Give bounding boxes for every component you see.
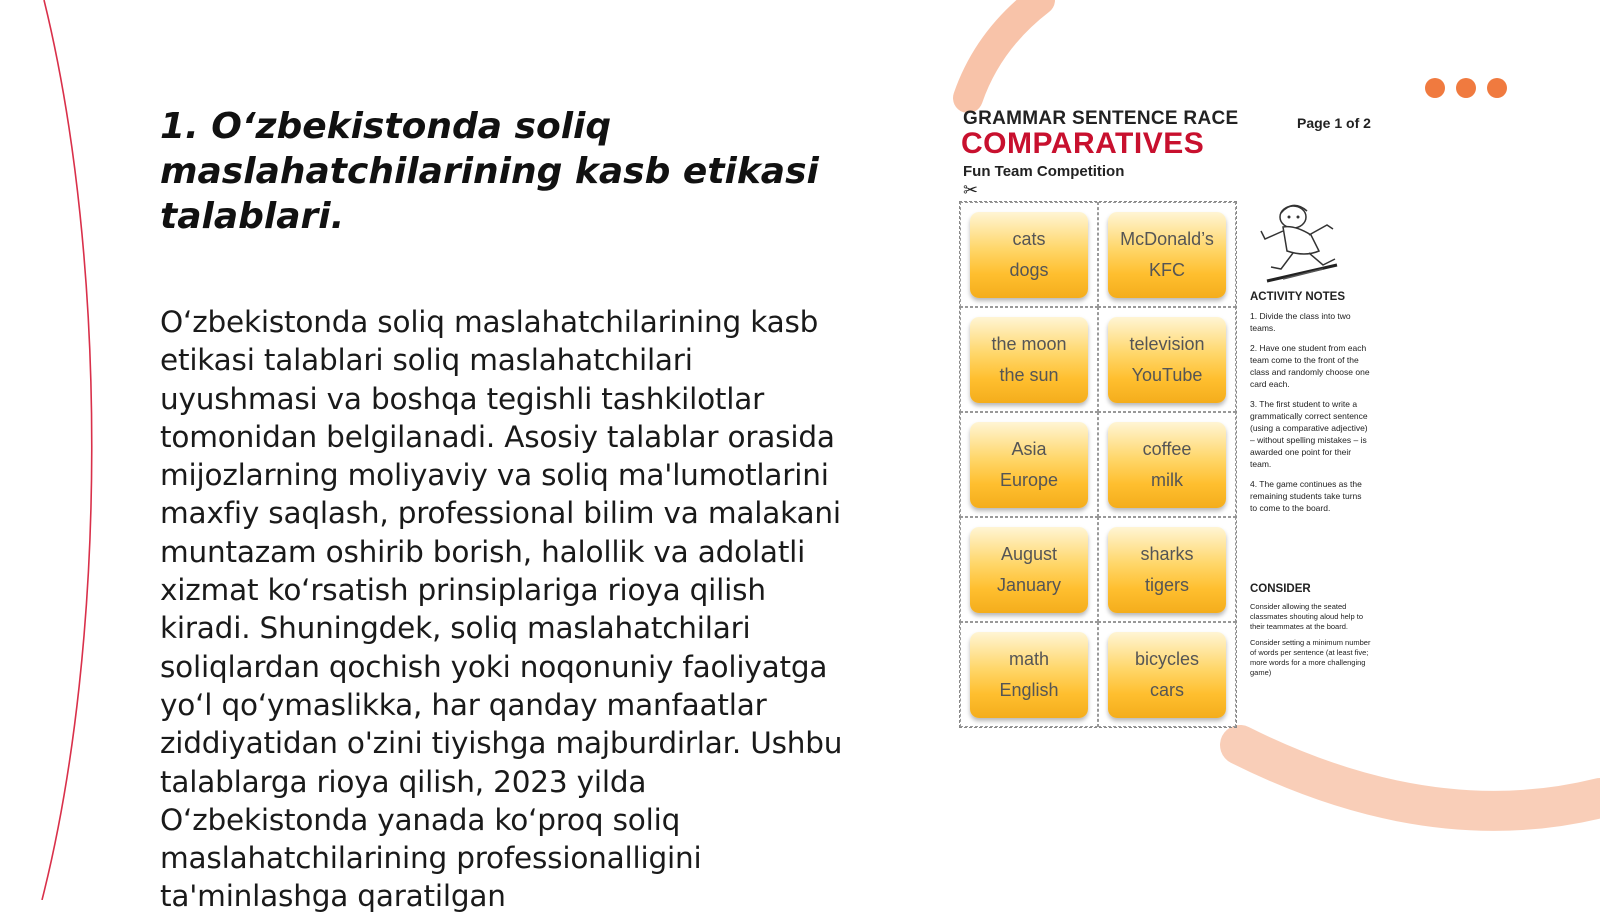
worksheet-image: [955, 105, 1385, 735]
card-word-top: math: [1008, 648, 1050, 669]
word-card: [970, 527, 1088, 613]
card-word-bottom: dogs: [1009, 259, 1049, 280]
card-cell: [960, 622, 1098, 727]
bottom-arc-decoration: [1240, 745, 1600, 811]
card-cell: [960, 307, 1098, 412]
note-item: 3. The first student to write a grammatically correct sentence (using a comparative adjective) – without spelling mistakes – is awarded one point for their team.: [1250, 399, 1368, 469]
consider-item: Consider allowing the seated classmates shouting aloud help to their teammates at the board.: [1250, 602, 1363, 631]
card-word-bottom: milk: [1151, 469, 1183, 490]
consider-section: [1250, 583, 1372, 684]
dot-1: [1425, 78, 1445, 98]
worksheet-title: COMPARATIVES: [961, 127, 1205, 160]
note-item: 1. Divide the class into two teams.: [1250, 311, 1351, 333]
card-word-top: sharks: [1140, 543, 1194, 564]
card-word-top: the moon: [991, 333, 1067, 354]
card-word-bottom: tigers: [1144, 574, 1189, 595]
slide-title: 1. O‘zbekistonda soliq maslahatchilarining kasb etikasi talablari.: [160, 106, 819, 237]
card-cell: [960, 517, 1098, 622]
word-card: [970, 212, 1088, 298]
card-word-top: coffee: [1142, 438, 1192, 459]
card-grid: [959, 201, 1237, 728]
worksheet-page-number: Page 1 of 2: [1297, 115, 1371, 131]
card-word-bottom: English: [999, 679, 1059, 700]
card-word-top: Asia: [1011, 438, 1047, 459]
word-card: [1108, 212, 1226, 298]
card-cell: [960, 412, 1098, 517]
card-cell: [1098, 517, 1236, 622]
card-word-bottom: January: [996, 574, 1062, 595]
card-cell: [960, 202, 1098, 307]
word-card: [1108, 422, 1226, 508]
card-word-bottom: the sun: [999, 364, 1059, 385]
dot-3: [1487, 78, 1507, 98]
worksheet-subtitle: Fun Team Competition: [963, 163, 1125, 180]
top-arc-decoration: [968, 0, 1040, 98]
word-card: [1108, 527, 1226, 613]
consider-item: Consider setting a minimum number of words per sentence (at least five; more words for a more challenging game): [1250, 638, 1371, 677]
dot-2: [1456, 78, 1476, 98]
left-border-curve: [42, 0, 92, 900]
word-card: [970, 422, 1088, 508]
decoration-dots: [1425, 78, 1507, 98]
note-item: 4. The game continues as the remaining students take turns to come to the board.: [1250, 479, 1362, 513]
card-word-bottom: cars: [1149, 679, 1184, 700]
card-word-top: cats: [1012, 228, 1046, 249]
card-cell: [1098, 412, 1236, 517]
card-cell: [1098, 307, 1236, 412]
worksheet-heading: GRAMMAR SENTENCE RACE: [963, 108, 1239, 129]
slide-body-text: O‘zbekistonda soliq maslahatchilarining kasb etikasi talablari soliq maslahatchilari uyushmasi va boshqa tegishli tashkilotlar tomonidan belgilanadi. Asosiy talablar orasida mijozlarning moliyaviy va soliq ma'lumotlarini maxfiy saqlash, professional bilim va malakani muntazam oshirib borish, halollik va adolatli xizmat ko‘rsatish prinsiplariga rioya qilish kiradi. Shuningdek, soliq maslahatchilari soliqlardan qochish yoki noqonuniy faoliyatga yo‘l qo‘ymaslikka, har qanday manfaatlar ziddiyatidan o'zini tiyishga majburdirlar. Ushbu talablarga rioya qilish, 2023 yilda O‘zbekistonda yanada ko‘proq soliq maslahatchilarining professionalligini ta'minlashga qaratilgan: [160, 305, 843, 914]
mascot-illustration: [1253, 195, 1343, 290]
card-word-top: McDonald’s: [1120, 228, 1214, 249]
word-card: [1108, 632, 1226, 718]
card-word-top: August: [1000, 543, 1058, 564]
word-card: [970, 632, 1088, 718]
word-card: [1108, 317, 1226, 403]
card-word-bottom: YouTube: [1131, 364, 1203, 385]
card-cell: [1098, 622, 1236, 727]
card-cell: [1098, 202, 1236, 307]
note-item: 2. Have one student from each team come to the front of the class and randomly choose one card each.: [1250, 343, 1370, 389]
consider-title: CONSIDER: [1250, 583, 1311, 595]
card-word-bottom: KFC: [1149, 259, 1185, 280]
card-word-top: bicycles: [1134, 648, 1200, 669]
activity-notes: [1250, 291, 1370, 522]
card-word-bottom: Europe: [999, 469, 1059, 490]
scissors-icon: ✂: [963, 180, 979, 201]
activity-notes-title: ACTIVITY NOTES: [1250, 291, 1345, 303]
card-word-top: television: [1129, 333, 1205, 354]
word-card: [970, 317, 1088, 403]
